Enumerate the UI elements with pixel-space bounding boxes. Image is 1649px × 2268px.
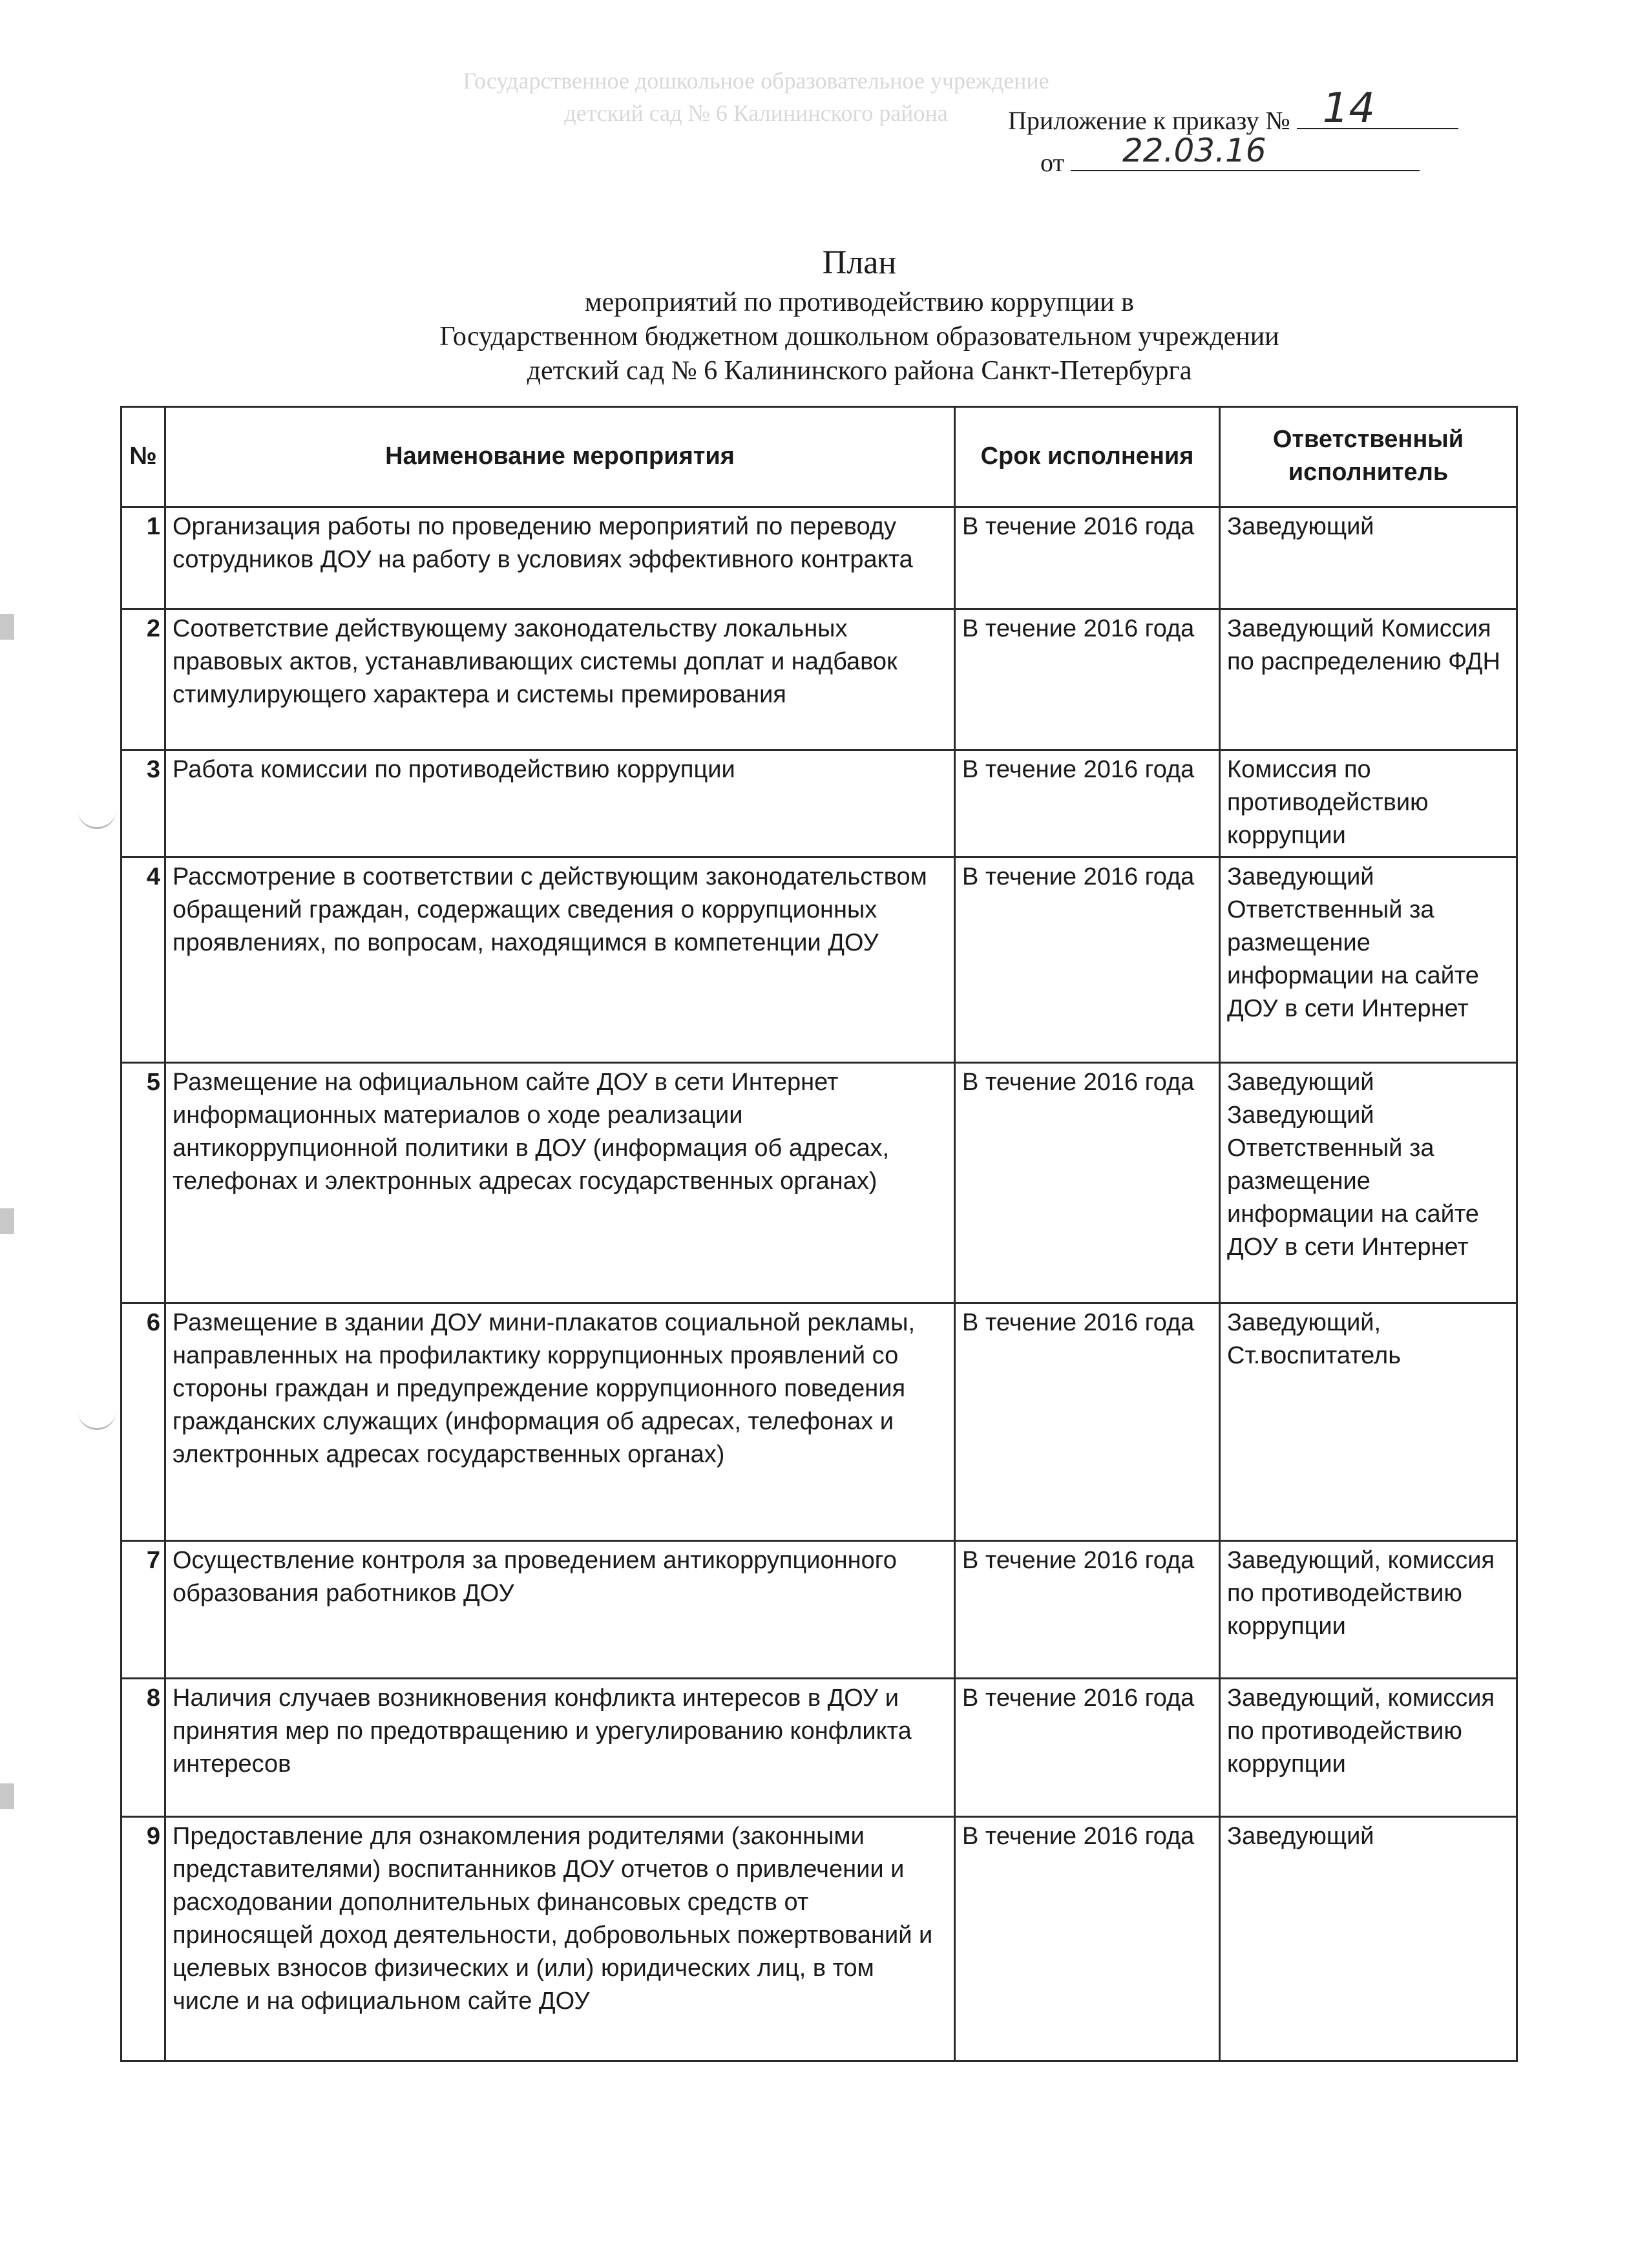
row-name: Размещение в здании ДОУ мини-плакатов социальной рекламы, направленных на профилактику коррупционных проявлений со стороны граждан и предупреждение коррупционного поведения гражданских служащих (информация об адресах, телефонах и электронных адресах государственных органах) <box>165 1303 955 1541</box>
header-deadline: Срок исполнения <box>955 407 1220 507</box>
table-row <box>121 1679 1517 1817</box>
table-row <box>121 507 1517 609</box>
row-deadline: В течение 2016 года <box>955 1063 1220 1303</box>
header-responsible: Ответственный исполнитель <box>1220 407 1517 507</box>
row-num: 7 <box>121 1541 165 1679</box>
plan-table <box>120 406 1518 2062</box>
row-name: Размещение на официальном сайте ДОУ в сети Интернет информационных материалов о ходе реализации антикоррупционной политики в ДОУ (информация об адресах, телефонах и электронных адресах государственных органах) <box>165 1063 955 1303</box>
appendix-date-row <box>1040 132 1458 181</box>
row-responsible: Комиссия по противодействию коррупции <box>1220 750 1517 857</box>
row-deadline: В течение 2016 года <box>955 857 1220 1063</box>
table-row <box>121 609 1517 750</box>
handwritten-date: 22.03.16 <box>1122 132 1266 169</box>
faint-line: детский сад № 6 Калининского района <box>564 100 948 126</box>
table-row <box>121 1541 1517 1679</box>
row-num: 4 <box>121 857 165 1063</box>
row-responsible: Заведующий, комиссия по противодействию коррупции <box>1220 1541 1517 1679</box>
date-field <box>1071 132 1420 171</box>
margin-staple-mark <box>78 1396 116 1430</box>
row-num: 3 <box>121 750 165 857</box>
row-num: 6 <box>121 1303 165 1541</box>
row-responsible: Заведующий <box>1220 507 1517 609</box>
row-responsible: Заведующий Комиссия по распределению ФДН <box>1220 609 1517 750</box>
row-num: 1 <box>121 507 165 609</box>
document-title <box>116 240 1602 388</box>
table-row <box>121 750 1517 857</box>
row-name: Предоставление для ознакомления родителями (законными представителями) воспитанников ДОУ отчетов о привлечении и расходовании дополнительных финансовых средств от приносящей доход деятельности, добровольных пожертвований и целевых взносов физических и (или) юридических лиц, в том числе и на официальном сайте ДОУ <box>165 1817 955 2061</box>
row-num: 5 <box>121 1063 165 1303</box>
order-number-field <box>1297 85 1458 132</box>
row-responsible: Заведующий Ответственный за размещение информации на сайте ДОУ в сети Интернет <box>1220 857 1517 1063</box>
row-name: Соответствие действующему законодательству локальных правовых актов, устанавливающих системы доплат и надбавок стимулирующего характера и системы премирования <box>165 609 955 750</box>
date-label: от <box>1040 148 1064 177</box>
handwritten-order-number: 14 <box>1322 85 1376 132</box>
row-num: 8 <box>121 1679 165 1817</box>
title-line: мероприятий по противодействию коррупции в <box>585 288 1134 317</box>
row-name: Работа комиссии по противодействию коррупции <box>165 750 955 857</box>
appendix-block <box>1008 85 1458 181</box>
row-num: 9 <box>121 1817 165 2061</box>
margin-staple-mark <box>78 795 116 829</box>
row-name: Рассмотрение в соответствии с действующим законодательством обращений граждан, содержащих сведения о коррупционных проявлениях, по вопросам, находящимся в компетенции ДОУ <box>165 857 955 1063</box>
punch-hole-shadow <box>0 1783 14 1809</box>
header-num: № <box>121 407 165 507</box>
appendix-label: Приложение к приказу № <box>1008 106 1290 135</box>
table-header-row <box>121 407 1517 507</box>
punch-hole-shadow <box>0 614 14 640</box>
row-responsible: Заведующий <box>1220 1817 1517 2061</box>
table-row <box>121 1303 1517 1541</box>
row-deadline: В течение 2016 года <box>955 1679 1220 1817</box>
row-name: Организация работы по проведению мероприятий по переводу сотрудников ДОУ на работу в условиях эффективного контракта <box>165 507 955 609</box>
row-deadline: В течение 2016 года <box>955 750 1220 857</box>
row-responsible: Заведующий, Ст.воспитатель <box>1220 1303 1517 1541</box>
row-responsible: Заведующий, комиссия по противодействию коррупции <box>1220 1679 1517 1817</box>
table-row <box>121 1063 1517 1303</box>
row-deadline: В течение 2016 года <box>955 507 1220 609</box>
row-responsible: Заведующий Заведующий Ответственный за размещение информации на сайте ДОУ в сети Интернет <box>1220 1063 1517 1303</box>
punch-hole-shadow <box>0 1208 14 1234</box>
row-name: Осуществление контроля за проведением антикоррупционного образования работников ДОУ <box>165 1541 955 1679</box>
row-deadline: В течение 2016 года <box>955 1541 1220 1679</box>
table-row <box>121 1817 1517 2061</box>
header-name: Наименование мероприятия <box>165 407 955 507</box>
row-deadline: В течение 2016 года <box>955 609 1220 750</box>
table-row <box>121 857 1517 1063</box>
title-line: детский сад № 6 Калининского района Санкт-Петербурга <box>527 356 1192 386</box>
row-name: Наличия случаев возникновения конфликта интересов в ДОУ и принятия мер по предотвращению и урегулированию конфликта интересов <box>165 1679 955 1817</box>
row-deadline: В течение 2016 года <box>955 1817 1220 2061</box>
row-num: 2 <box>121 609 165 750</box>
faint-line: Государственное дошкольное образовательное учреждение <box>463 68 1049 94</box>
title-main: План <box>822 244 897 281</box>
title-line: Государственном бюджетном дошкольном образовательном учреждении <box>439 322 1279 352</box>
row-deadline: В течение 2016 года <box>955 1303 1220 1541</box>
